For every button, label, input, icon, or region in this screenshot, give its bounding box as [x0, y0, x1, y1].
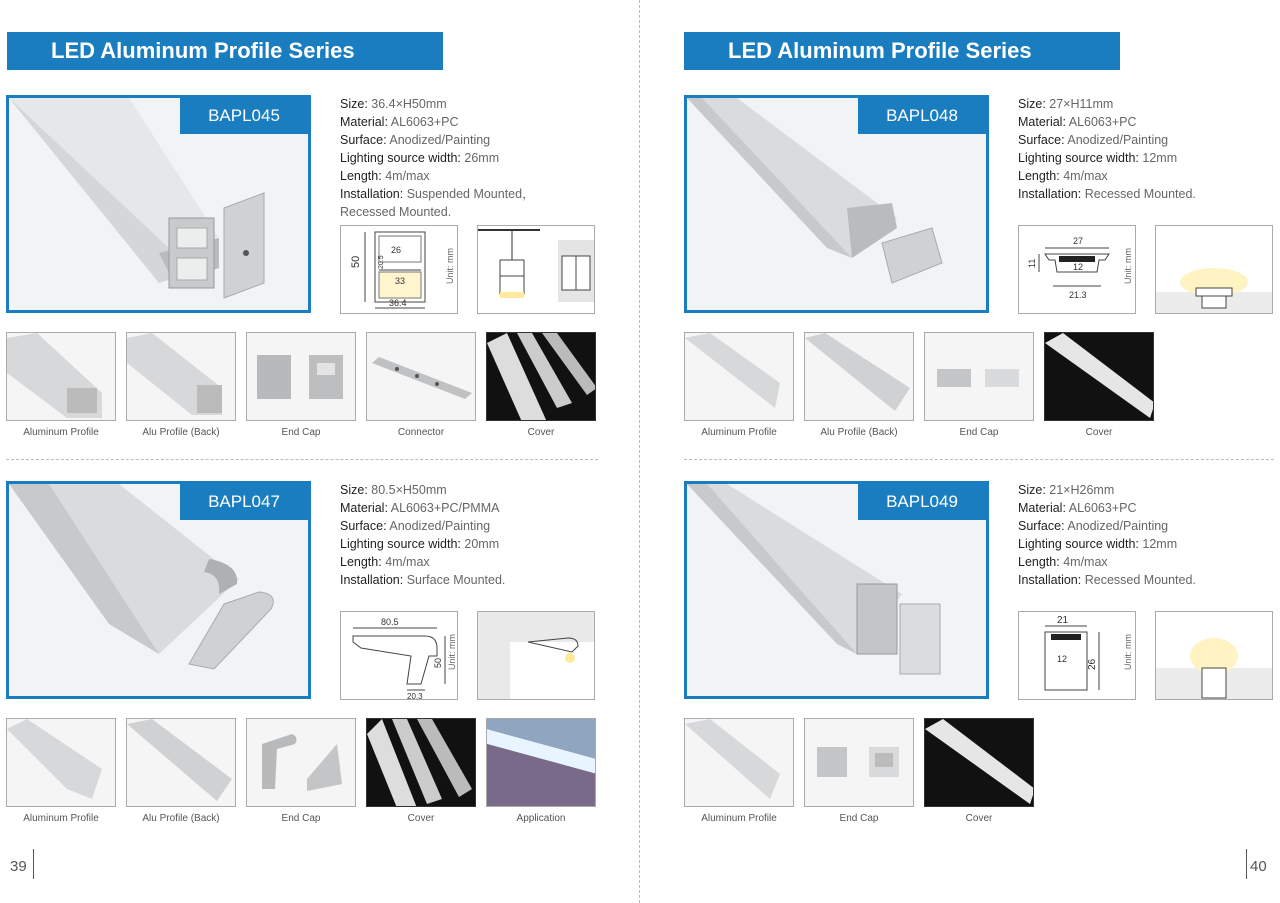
dimension-label: 21.3 — [1069, 290, 1087, 300]
installation-drawing — [1155, 611, 1273, 700]
unit-label: Unit: mm — [445, 248, 455, 284]
installation-drawing — [477, 225, 595, 314]
thumb-label: Cover — [407, 813, 435, 824]
thumbnail-row — [684, 718, 1280, 828]
spec-key: Installation: — [340, 573, 404, 587]
spec-value: 36.4×H50mm — [371, 97, 447, 111]
thumb-label: Alu Profile (Back) — [142, 427, 220, 438]
spec-key: Surface: — [340, 519, 387, 533]
thumb-image — [684, 718, 794, 807]
spec-key: Lighting source width: — [1018, 151, 1139, 165]
spec-value: 27×H11mm — [1049, 97, 1114, 111]
thumb-label: End Cap — [959, 427, 999, 438]
thumb-label: Connector — [397, 427, 445, 438]
thumbnail-row — [6, 718, 636, 828]
spec-row — [1018, 571, 1280, 589]
installation-drawing — [477, 611, 595, 700]
product-bapl049 — [678, 481, 1280, 851]
unit-label: Unit: mm — [1123, 248, 1133, 284]
thumb-image — [126, 332, 236, 421]
product-hero-image — [684, 481, 989, 699]
spec-row — [1018, 499, 1280, 517]
thumb-image — [924, 718, 1034, 807]
page-number-mark — [33, 849, 34, 879]
cross-section-drawing — [1018, 611, 1136, 700]
series-banner: LED Aluminum Profile Series — [7, 32, 443, 70]
spec-row — [340, 185, 630, 203]
dimension-label: 26 — [1087, 658, 1098, 670]
unit-label: Unit: mm — [1123, 634, 1133, 670]
spec-row — [340, 203, 630, 221]
spec-key: Size: — [1018, 97, 1046, 111]
spec-value: 12mm — [1142, 151, 1178, 165]
spec-row — [1018, 149, 1280, 167]
spec-row — [340, 535, 630, 553]
product-bapl045 — [0, 95, 640, 465]
thumb-image — [366, 718, 476, 807]
thumb-image — [6, 718, 116, 807]
product-bapl048 — [678, 95, 1280, 465]
spec-value: 4m/max — [1063, 555, 1108, 569]
spec-key: Lighting source width: — [340, 537, 461, 551]
spec-row — [1018, 95, 1280, 113]
spec-key: Lighting source width: — [340, 151, 461, 165]
thumb-label: End Cap — [839, 813, 879, 824]
thumb-image — [1044, 332, 1154, 421]
spec-row — [1018, 535, 1280, 553]
product-bapl047 — [0, 481, 640, 851]
thumb-image — [924, 332, 1034, 421]
spec-row — [340, 95, 630, 113]
thumb-image — [246, 718, 356, 807]
dimension-label: 21 — [1057, 615, 1069, 626]
thumb-label: Cover — [527, 427, 555, 438]
spec-value: Recessed Mounted. — [1084, 187, 1196, 201]
section-divider — [684, 459, 1274, 460]
spec-row — [1018, 185, 1280, 203]
dimension-label: 20.3 — [407, 692, 423, 700]
dimension-label: 50 — [433, 657, 443, 668]
spec-key: Length: — [340, 169, 382, 183]
page-40 — [640, 0, 1280, 903]
product-code-tag: BAPL048 — [858, 98, 986, 134]
spec-row — [1018, 481, 1280, 499]
thumb-label: End Cap — [281, 813, 321, 824]
spec-key: Length: — [1018, 555, 1060, 569]
thumb-image — [6, 332, 116, 421]
product-code-tag: BAPL047 — [180, 484, 308, 520]
thumb-label: Aluminum Profile — [701, 813, 777, 824]
spec-value: AL6063+PC/PMMA — [390, 501, 500, 515]
spec-value: 20mm — [464, 537, 500, 551]
thumb-label: Aluminum Profile — [23, 427, 99, 438]
spec-row — [340, 113, 630, 131]
thumb-label: Cover — [965, 813, 993, 824]
spec-value: 26mm — [464, 151, 500, 165]
spec-key: Material: — [340, 501, 388, 515]
spec-key: Material: — [340, 115, 388, 129]
installation-drawing — [1155, 225, 1273, 314]
thumb-label: Application — [516, 813, 566, 824]
series-banner: LED Aluminum Profile Series — [684, 32, 1120, 70]
dimension-label: 36.4 — [389, 298, 407, 308]
spec-value: Suspended Mounted， — [406, 187, 535, 201]
spec-list — [340, 95, 630, 221]
thumb-label: Alu Profile (Back) — [142, 813, 220, 824]
product-code-tag: BAPL045 — [180, 98, 308, 134]
cross-section-drawing — [1018, 225, 1136, 314]
spec-row — [340, 517, 630, 535]
spec-value: AL6063+PC — [1068, 501, 1137, 515]
spec-key: Size: — [340, 97, 368, 111]
spec-row — [1018, 131, 1280, 149]
page-number: 40 — [1250, 858, 1267, 875]
spec-row — [340, 167, 630, 185]
spec-key: Size: — [340, 483, 368, 497]
dimension-label: 26 — [391, 245, 402, 255]
spec-value: 4m/max — [385, 555, 430, 569]
dimension-label: 80.5 — [381, 617, 399, 627]
spec-value: 80.5×H50mm — [371, 483, 447, 497]
product-hero-image — [6, 95, 311, 313]
product-hero-image — [684, 95, 989, 313]
spec-value: 4m/max — [1063, 169, 1108, 183]
spec-value: 12mm — [1142, 537, 1178, 551]
dimension-label: 20.5 — [378, 255, 385, 269]
section-divider — [6, 459, 598, 460]
thumb-label: Cover — [1085, 427, 1113, 438]
thumb-image — [246, 332, 356, 421]
spec-value: Anodized/Painting — [389, 519, 491, 533]
unit-label: Unit: mm — [447, 634, 457, 670]
spec-value: Recessed Mounted. — [340, 205, 452, 219]
spec-list — [340, 481, 630, 589]
spec-row — [1018, 167, 1280, 185]
spec-row — [340, 149, 630, 167]
spec-key: Surface: — [340, 133, 387, 147]
thumbnail-row — [684, 332, 1280, 442]
spec-key: Material: — [1018, 501, 1066, 515]
spec-value: Surface Mounted. — [406, 573, 506, 587]
dimension-label: 12 — [1073, 262, 1084, 272]
thumbnail-row — [6, 332, 636, 442]
spec-list — [1018, 95, 1280, 203]
dimension-label: 27 — [1073, 236, 1084, 246]
spec-key: Material: — [1018, 115, 1066, 129]
thumb-image — [486, 332, 596, 421]
spec-key: Size: — [1018, 483, 1046, 497]
spec-key: Length: — [340, 555, 382, 569]
spec-key: Lighting source width: — [1018, 537, 1139, 551]
thumb-image — [804, 718, 914, 807]
spec-row — [1018, 553, 1280, 571]
page-number-mark — [1246, 849, 1247, 879]
spec-value: Anodized/Painting — [1067, 519, 1169, 533]
spec-key: Surface: — [1018, 133, 1065, 147]
cross-section-drawing — [340, 225, 458, 314]
spec-value: 21×H26mm — [1049, 483, 1115, 497]
spec-value: AL6063+PC — [390, 115, 459, 129]
spec-value: Anodized/Painting — [389, 133, 491, 147]
thumb-label: Alu Profile (Back) — [820, 427, 898, 438]
thumb-image — [126, 718, 236, 807]
thumb-image — [804, 332, 914, 421]
thumb-image — [684, 332, 794, 421]
cross-section-drawing — [340, 611, 458, 700]
spec-row — [340, 553, 630, 571]
spec-row — [340, 131, 630, 149]
dimension-label: 11 — [1027, 258, 1037, 268]
spec-row — [340, 499, 630, 517]
spec-key: Installation: — [1018, 573, 1082, 587]
spec-row — [1018, 113, 1280, 131]
page-number: 39 — [10, 858, 27, 875]
spec-value: Recessed Mounted. — [1084, 573, 1196, 587]
spec-row — [340, 571, 630, 589]
dimension-label: 12 — [1057, 654, 1068, 664]
spec-key: Installation: — [1018, 187, 1082, 201]
spec-value: AL6063+PC — [1068, 115, 1137, 129]
spec-value: Anodized/Painting — [1067, 133, 1169, 147]
product-hero-image — [6, 481, 311, 699]
thumb-image — [366, 332, 476, 421]
thumb-label: Aluminum Profile — [701, 427, 777, 438]
thumb-image — [486, 718, 596, 807]
thumb-label: Aluminum Profile — [23, 813, 99, 824]
spec-key: Surface: — [1018, 519, 1065, 533]
spec-list — [1018, 481, 1280, 589]
spec-key: Length: — [1018, 169, 1060, 183]
thumb-label: End Cap — [281, 427, 321, 438]
dimension-label: 50 — [350, 255, 362, 268]
dimension-label: 33 — [395, 276, 406, 286]
spec-row — [340, 481, 630, 499]
product-code-tag: BAPL049 — [858, 484, 986, 520]
spec-row — [1018, 517, 1280, 535]
spec-key: Installation: — [340, 187, 404, 201]
spec-value: 4m/max — [385, 169, 430, 183]
